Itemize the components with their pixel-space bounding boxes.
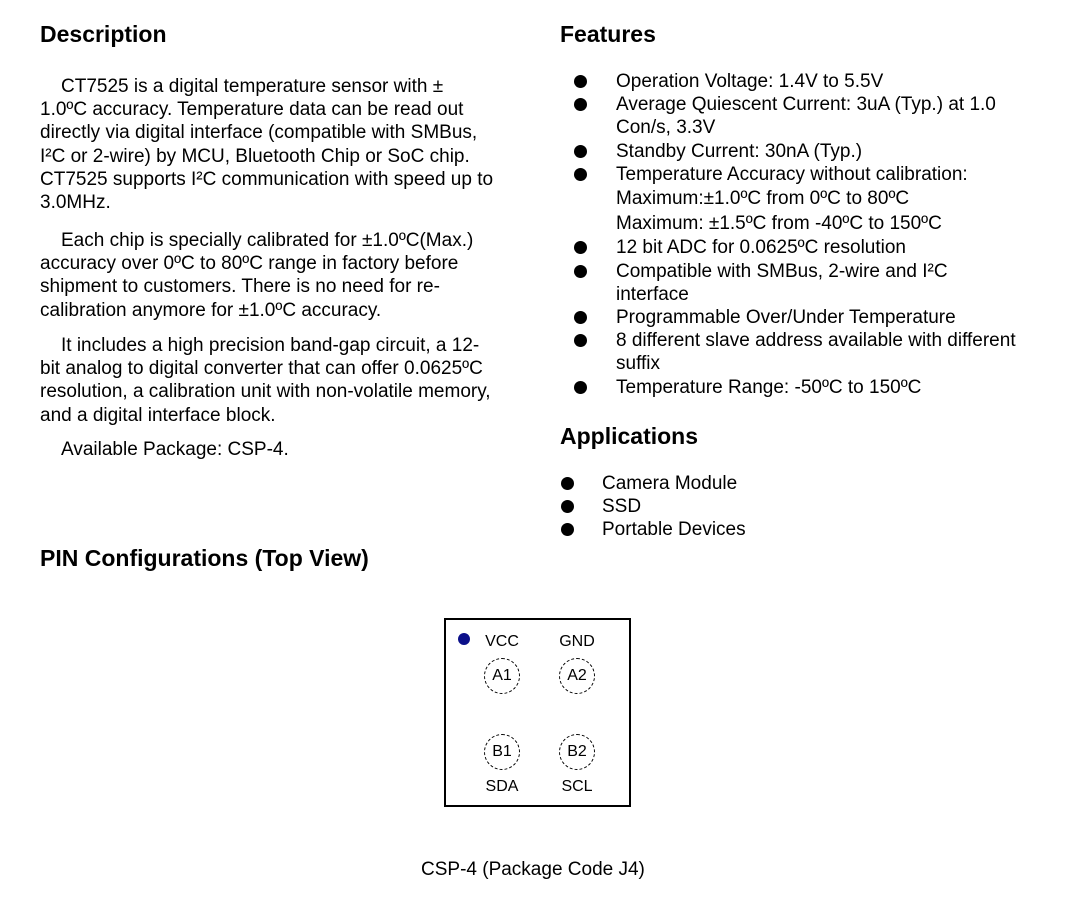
description-paragraph-2: Each chip is specially calibrated for ±1.0ºC(Max.) accuracy over 0ºC to 80ºC range in factory before shipment to customers. There is no need for re- calibration anymore for ±1.0ºC accuracy. — [40, 230, 474, 321]
feature-item: Compatible with SMBus, 2-wire and I²C interface — [574, 260, 1064, 306]
bullet-icon — [574, 145, 587, 158]
description-paragraph-3: It includes a high precision band-gap circuit, a 12- bit analog to digital converter that can offer 0.0625ºC resolution, a calibration unit with non-volatile memory, and a digital interface block. — [40, 335, 491, 426]
application-item: Portable Devices — [561, 518, 861, 541]
bullet-icon — [561, 500, 574, 513]
feature-item: Temperature Range: -50ºC to 150ºC — [574, 376, 1064, 399]
bullet-icon — [574, 98, 587, 111]
features-heading: Features — [560, 21, 656, 47]
bullet-icon — [574, 75, 587, 88]
bullet-icon — [574, 311, 587, 324]
pin-a1-ball: A1 — [484, 658, 520, 694]
pin-a2-ball: A2 — [559, 658, 595, 694]
pin-a1-signal: VCC — [485, 633, 519, 650]
feature-item: 8 different slave address available with different suffix — [574, 329, 1064, 375]
pin-b1-signal: SDA — [485, 778, 519, 795]
applications-heading: Applications — [560, 423, 699, 449]
pin-a2-signal: GND — [559, 633, 595, 650]
pin-b2-signal: SCL — [561, 778, 593, 795]
bullet-icon — [574, 241, 587, 254]
bullet-icon — [561, 477, 574, 490]
bullet-icon — [574, 265, 587, 278]
pin-b1-ball: B1 — [484, 734, 520, 770]
feature-item: Average Quiescent Current: 3uA (Typ.) at 1.0 Con/s, 3.3V — [574, 93, 1064, 139]
bullet-icon — [574, 381, 587, 394]
bullet-icon — [574, 334, 587, 347]
pin-b2-ball: B2 — [559, 734, 595, 770]
application-item: Camera Module — [561, 472, 861, 495]
description-paragraph-4: Available Package: CSP-4. — [61, 439, 289, 460]
package-outline — [444, 618, 631, 807]
package-caption: CSP-4 (Package Code J4) — [421, 859, 645, 880]
feature-item: Programmable Over/Under Temperature — [574, 306, 1064, 329]
pin-config-heading: PIN Configurations (Top View) — [40, 545, 369, 571]
feature-item: Temperature Accuracy without calibration: Maximum:±1.0ºC from 0ºC to 80ºC Maximum: ±1.5ºC from -40ºC to 150ºC — [574, 163, 1064, 237]
feature-item: Standby Current: 30nA (Typ.) — [574, 140, 1064, 163]
description-heading: Description — [40, 21, 167, 47]
application-item: SSD — [561, 495, 861, 518]
pin1-marker-icon — [458, 633, 470, 645]
applications-list — [561, 472, 861, 542]
feature-item: 12 bit ADC for 0.0625ºC resolution — [574, 236, 1064, 259]
features-list — [574, 70, 1064, 399]
feature-item: Operation Voltage: 1.4V to 5.5V — [574, 70, 1064, 93]
bullet-icon — [574, 168, 587, 181]
bullet-icon — [561, 523, 574, 536]
description-paragraph-1: CT7525 is a digital temperature sensor with ± 1.0ºC accuracy. Temperature data can be read out directly via digital interface (compatible with SMBus, I²C or 2-wire) by MCU, Bluetooth Chip or SoC chip. CT7525 supports I²C communication with speed up to 3.0MHz. — [40, 76, 494, 214]
